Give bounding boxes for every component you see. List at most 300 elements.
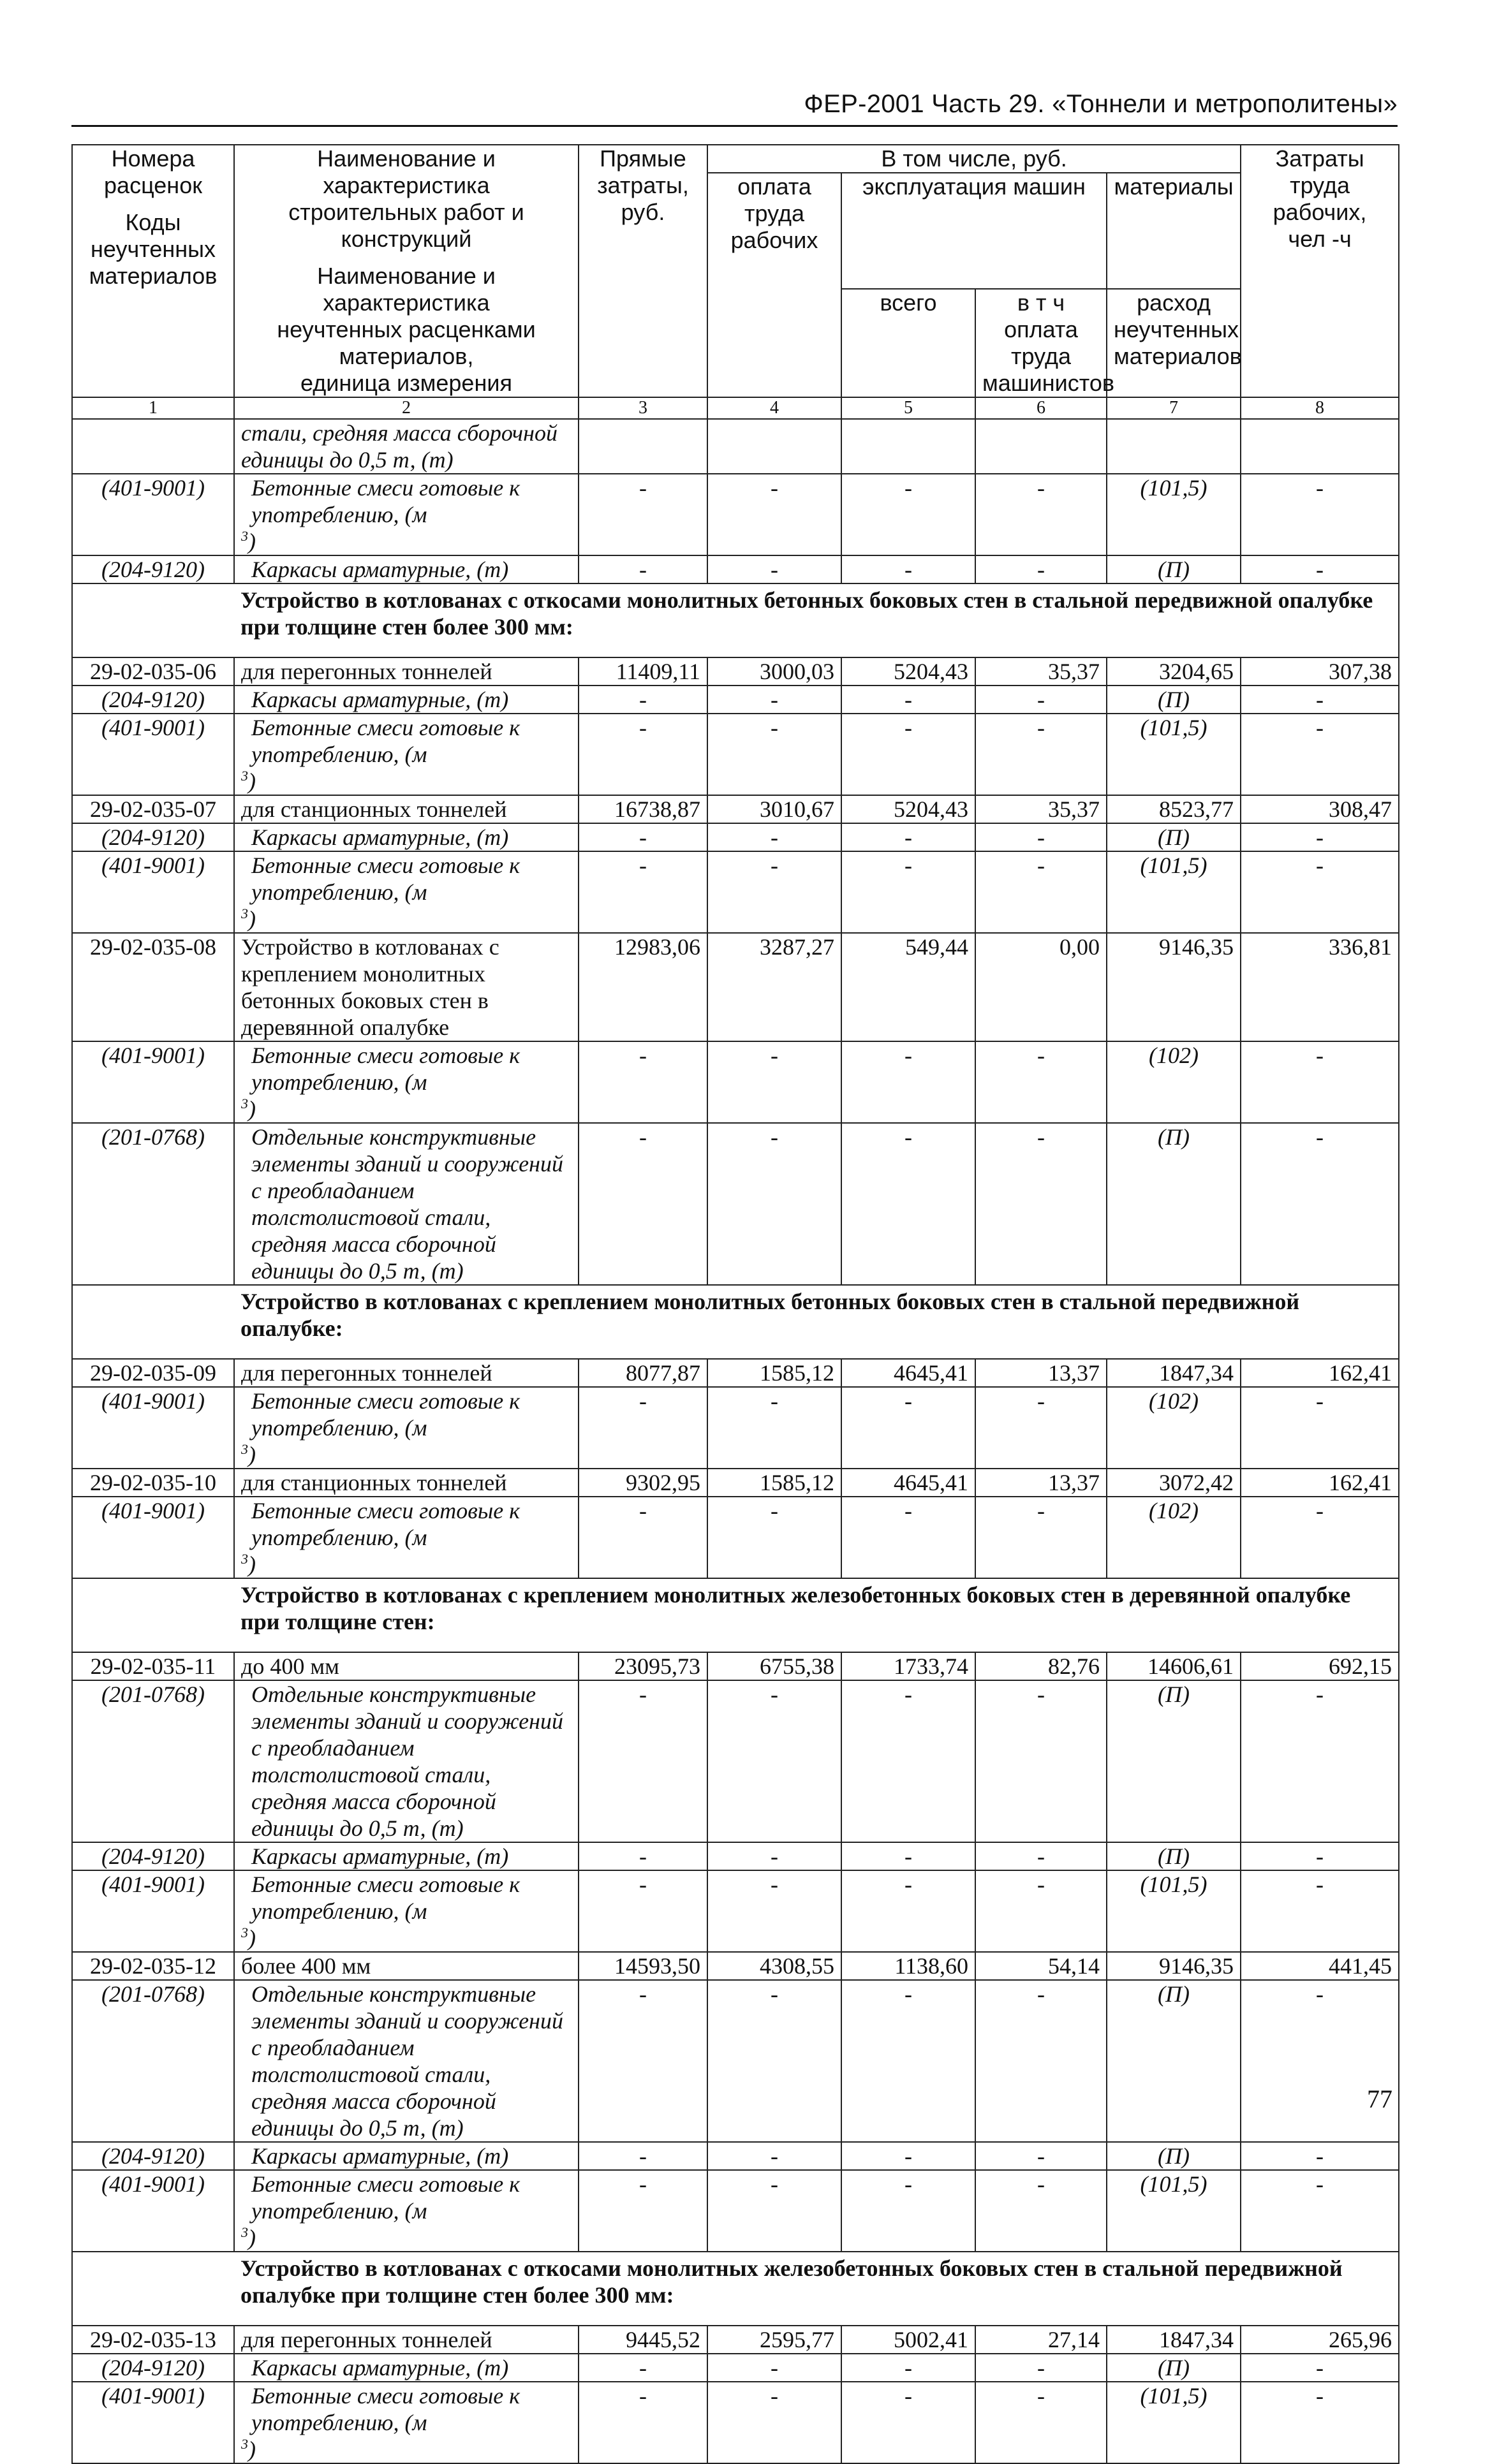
labor-wage: 3000,03 (707, 657, 841, 686)
unit-close: ) (248, 1925, 256, 1951)
operator-wage: 35,37 (975, 657, 1107, 686)
labor-wage: - (707, 2354, 841, 2382)
machine-total: - (841, 555, 975, 583)
material-consumption: (102) (1107, 1497, 1241, 1578)
material-code: (401-9001) (72, 714, 234, 795)
material-row (72, 686, 1399, 714)
name-text: Отдельные конструктивные элементы зданий и сооружений с преобладанием толстолистовой стали, средняя масса сборочной единицы до 0,5 т, (т) (251, 1124, 564, 1284)
material-row (72, 714, 1399, 795)
name-text: Устройство в котлованах с креплением монолитных бетонных боковых стен в деревянной опалубке (241, 934, 499, 1040)
rate-code: 29-02-035-07 (72, 795, 234, 823)
labor-wage: - (707, 474, 841, 555)
material-row (72, 555, 1399, 583)
material-code: (204-9120) (72, 2142, 234, 2170)
material-consumption: 8523,77 (1107, 795, 1241, 823)
operator-wage: - (975, 686, 1107, 714)
direct-cost: - (579, 1041, 707, 1123)
name-text: Бетонные смеси готовые к употреблению, (м (251, 853, 520, 905)
material-name (234, 2382, 579, 2463)
unit-superscript: 3 (241, 1096, 248, 1111)
material-code: (401-9001) (72, 851, 234, 933)
material-consumption: 1847,34 (1107, 1359, 1241, 1387)
work-name (234, 1952, 579, 1980)
labor-hours: 162,41 (1241, 1469, 1399, 1497)
section-spacer (72, 1285, 234, 1359)
material-consumption: 3072,42 (1107, 1469, 1241, 1497)
labor-hours: 692,15 (1241, 1652, 1399, 1680)
name-text: более 400 мм (241, 1953, 371, 1979)
labor-wage: - (707, 2142, 841, 2170)
direct-cost: 8077,87 (579, 1359, 707, 1387)
name-text: для станционных тоннелей (241, 1470, 507, 1495)
name-text: до 400 мм (241, 1654, 339, 1679)
machine-total: 1138,60 (841, 1952, 975, 1980)
machine-total: - (841, 1680, 975, 1842)
header-line: материалов (89, 263, 218, 289)
material-row (72, 1497, 1399, 1578)
labor-wage: 3010,67 (707, 795, 841, 823)
unit-close: ) (248, 529, 256, 554)
direct-cost: 23095,73 (579, 1652, 707, 1680)
material-name (234, 1387, 579, 1469)
name-text: Каркасы арматурные, (т) (251, 1844, 509, 1869)
material-name (234, 474, 579, 555)
material-code: (401-9001) (72, 2382, 234, 2463)
work-name (234, 657, 579, 686)
labor-hours: - (1241, 686, 1399, 714)
section-heading: Устройство в котлованах с креплением монолитных железобетонных боковых стен в деревянной опалубке при толщине стен: (234, 1578, 1399, 1652)
direct-cost: 11409,11 (579, 657, 707, 686)
material-name (234, 2170, 579, 2252)
direct-cost: - (579, 1870, 707, 1952)
material-consumption: (101,5) (1107, 714, 1241, 795)
material-row (72, 1041, 1399, 1123)
material-consumption: (П) (1107, 1123, 1241, 1285)
header-col-1 (72, 145, 234, 397)
material-consumption: (П) (1107, 555, 1241, 583)
header-line: оплата (737, 173, 811, 200)
material-name (234, 1842, 579, 1870)
machine-total (841, 419, 975, 474)
material-name (234, 555, 579, 583)
labor-hours: - (1241, 823, 1399, 851)
header-line: единица измерения (300, 370, 512, 396)
header-line: неучтенных (91, 236, 216, 262)
labor-hours: - (1241, 1680, 1399, 1842)
material-row (72, 2170, 1399, 2252)
name-text: Бетонные смеси готовые к употреблению, (м (251, 475, 520, 527)
labor-wage: 3287,27 (707, 933, 841, 1041)
direct-cost: 9302,95 (579, 1469, 707, 1497)
machine-total: - (841, 2170, 975, 2252)
header-line: рабочих, (1273, 199, 1367, 225)
col-number: 7 (1107, 397, 1241, 419)
material-name (234, 1497, 579, 1578)
name-text: для перегонных тоннелей (241, 659, 492, 684)
labor-wage: 2595,77 (707, 2326, 841, 2354)
header-col-5: всего (841, 289, 975, 397)
unit-superscript: 3 (241, 1441, 248, 1457)
operator-wage: - (975, 1842, 1107, 1870)
rate-code: 29-02-035-08 (72, 933, 234, 1041)
rate-row (72, 1952, 1399, 1980)
direct-cost: - (579, 2354, 707, 2382)
operator-wage: 35,37 (975, 795, 1107, 823)
material-code: (204-9120) (72, 823, 234, 851)
material-consumption: (П) (1107, 2354, 1241, 2382)
machine-total: - (841, 823, 975, 851)
table-body (72, 419, 1399, 2463)
name-text: для перегонных тоннелей (241, 2327, 492, 2352)
operator-wage: 13,37 (975, 1359, 1107, 1387)
work-name (234, 1469, 579, 1497)
rate-row (72, 657, 1399, 686)
labor-hours: 307,38 (1241, 657, 1399, 686)
machine-total: - (841, 1123, 975, 1285)
material-consumption: (П) (1107, 1980, 1241, 2142)
machine-total: - (841, 474, 975, 555)
unit-close: ) (248, 906, 256, 932)
material-code: (201-0768) (72, 1980, 234, 2142)
rate-code: 29-02-035-13 (72, 2326, 234, 2354)
material-consumption: (101,5) (1107, 2382, 1241, 2463)
material-code: (204-9120) (72, 1842, 234, 1870)
col-number: 8 (1241, 397, 1399, 419)
material-name (234, 714, 579, 795)
header-line: неучтенных (1114, 316, 1239, 342)
machine-total: - (841, 714, 975, 795)
labor-wage: - (707, 851, 841, 933)
material-consumption: (П) (1107, 1842, 1241, 1870)
unit-superscript: 3 (241, 768, 248, 784)
direct-cost: - (579, 1387, 707, 1469)
operator-wage: - (975, 2354, 1107, 2382)
material-code: (201-0768) (72, 1123, 234, 1285)
material-consumption: 1847,34 (1107, 2326, 1241, 2354)
header-line: чел -ч (1288, 226, 1352, 252)
machine-total: - (841, 1870, 975, 1952)
direct-cost: - (579, 2382, 707, 2463)
labor-hours: - (1241, 1870, 1399, 1952)
labor-wage: - (707, 1870, 841, 1952)
operator-wage: - (975, 1980, 1107, 2142)
material-name (234, 1123, 579, 1285)
unit-close: ) (248, 768, 256, 794)
labor-hours: - (1241, 2354, 1399, 2382)
labor-wage: - (707, 1041, 841, 1123)
direct-cost: 16738,87 (579, 795, 707, 823)
unit-superscript: 3 (241, 528, 248, 544)
material-row (72, 823, 1399, 851)
header-line: строительных работ и конструкций (288, 199, 524, 252)
unit-superscript: 3 (241, 1925, 248, 1940)
direct-cost: - (579, 2142, 707, 2170)
rate-row (72, 2326, 1399, 2354)
running-header (71, 88, 1398, 127)
material-name (234, 686, 579, 714)
machine-total: 5002,41 (841, 2326, 975, 2354)
material-consumption: (П) (1107, 686, 1241, 714)
machine-total: 5204,43 (841, 795, 975, 823)
labor-hours: - (1241, 1980, 1399, 2142)
header-col-4 (707, 173, 841, 397)
rate-row (72, 1359, 1399, 1387)
material-consumption: 3204,65 (1107, 657, 1241, 686)
material-consumption: (102) (1107, 1041, 1241, 1123)
header-line: затраты, (597, 172, 689, 198)
material-consumption: (П) (1107, 823, 1241, 851)
material-row (72, 1842, 1399, 1870)
direct-cost: 14593,50 (579, 1952, 707, 1980)
material-code: (204-9120) (72, 686, 234, 714)
header-line: Прямые (600, 145, 686, 172)
material-name (234, 2354, 579, 2382)
operator-wage: 0,00 (975, 933, 1107, 1041)
header-col-7 (1107, 289, 1241, 397)
section-spacer (72, 2252, 234, 2326)
labor-hours: - (1241, 851, 1399, 933)
section-heading-row (72, 1578, 1399, 1652)
machine-total: - (841, 1387, 975, 1469)
header-materials: материалы (1107, 173, 1241, 289)
header-col-3 (579, 145, 707, 397)
direct-cost: - (579, 1842, 707, 1870)
name-text: Отдельные конструктивные элементы зданий и сооружений с преобладанием толстолистовой стали, средняя масса сборочной единицы до 0,5 т, (т) (251, 1981, 564, 2141)
work-name (234, 2326, 579, 2354)
header-machines: эксплуатация машин (841, 173, 1107, 289)
page-number: 77 (1367, 2085, 1392, 2113)
header-line: Наименование и характеристика (317, 263, 496, 316)
name-text: Каркасы арматурные, (т) (251, 557, 509, 582)
labor-wage: - (707, 1680, 841, 1842)
name-text: стали, средняя масса сборочной единицы до 0,5 т, (т) (241, 420, 557, 473)
unit-superscript: 3 (241, 2436, 248, 2452)
machine-total: 4645,41 (841, 1359, 975, 1387)
machine-total: 1733,74 (841, 1652, 975, 1680)
col-number: 1 (72, 397, 234, 419)
direct-cost: - (579, 1680, 707, 1842)
material-code: (204-9120) (72, 2354, 234, 2382)
header-group: В том числе, руб. (707, 145, 1241, 173)
material-consumption (1107, 419, 1241, 474)
material-code: (401-9001) (72, 1387, 234, 1469)
machine-total: 5204,43 (841, 657, 975, 686)
name-text: Каркасы арматурные, (т) (251, 2355, 509, 2380)
operator-wage (975, 419, 1107, 474)
header-col-8 (1241, 145, 1399, 397)
labor-hours: 441,45 (1241, 1952, 1399, 1980)
operator-wage: 82,76 (975, 1652, 1107, 1680)
machine-total: - (841, 1497, 975, 1578)
labor-wage: - (707, 555, 841, 583)
operator-wage: - (975, 1497, 1107, 1578)
machine-total: - (841, 2354, 975, 2382)
material-consumption: 9146,35 (1107, 933, 1241, 1041)
labor-hours: - (1241, 555, 1399, 583)
direct-cost: 12983,06 (579, 933, 707, 1041)
operator-wage: - (975, 2170, 1107, 2252)
labor-hours (1241, 419, 1399, 474)
direct-cost (579, 419, 707, 474)
header-line: неучтенных расценками материалов, (277, 316, 536, 369)
column-numbers-row (72, 397, 1399, 419)
col-number: 2 (234, 397, 579, 419)
material-consumption: 14606,61 (1107, 1652, 1241, 1680)
machine-total: - (841, 1041, 975, 1123)
labor-wage: - (707, 1842, 841, 1870)
material-name (234, 419, 579, 474)
name-text: для станционных тоннелей (241, 796, 507, 822)
header-line: Затраты (1275, 145, 1364, 172)
unit-close: ) (248, 1442, 256, 1467)
table-header (72, 145, 1399, 419)
col-number: 3 (579, 397, 707, 419)
operator-wage: - (975, 851, 1107, 933)
machine-total: - (841, 2142, 975, 2170)
operator-wage: 54,14 (975, 1952, 1107, 1980)
labor-wage: - (707, 686, 841, 714)
labor-hours: - (1241, 2382, 1399, 2463)
direct-cost: - (579, 714, 707, 795)
name-text: Бетонные смеси готовые к употреблению, (м (251, 2171, 520, 2224)
col-number: 5 (841, 397, 975, 419)
material-code (72, 419, 234, 474)
header-line: оплата (1004, 316, 1078, 342)
material-row (72, 851, 1399, 933)
operator-wage: - (975, 1387, 1107, 1469)
section-spacer (72, 583, 234, 657)
machine-total: 549,44 (841, 933, 975, 1041)
labor-hours: - (1241, 474, 1399, 555)
material-row (72, 1980, 1399, 2142)
header-line: в т ч (1017, 290, 1065, 316)
material-name (234, 823, 579, 851)
rates-table (71, 144, 1399, 2464)
direct-cost: - (579, 823, 707, 851)
unit-superscript: 3 (241, 906, 248, 921)
header-line: расход (1137, 290, 1211, 316)
material-consumption: 9146,35 (1107, 1952, 1241, 1980)
labor-hours: - (1241, 1387, 1399, 1469)
header-line: Номера (111, 145, 195, 172)
material-row (72, 1680, 1399, 1842)
name-text: Бетонные смеси готовые к употреблению, (м (251, 1388, 520, 1441)
work-name (234, 933, 579, 1041)
section-heading-row (72, 1285, 1399, 1359)
direct-cost: - (579, 1123, 707, 1285)
rate-code: 29-02-035-10 (72, 1469, 234, 1497)
material-code: (401-9001) (72, 1041, 234, 1123)
material-row (72, 1123, 1399, 1285)
direct-cost: - (579, 1497, 707, 1578)
rate-code: 29-02-035-12 (72, 1952, 234, 1980)
header-line: рабочих (730, 227, 818, 253)
unit-close: ) (248, 2225, 256, 2250)
name-text: Каркасы арматурные, (т) (251, 825, 509, 850)
unit-superscript: 3 (241, 1551, 248, 1567)
labor-hours: - (1241, 714, 1399, 795)
header-line: Наименование и характеристика (317, 145, 496, 198)
section-heading: Устройство в котлованах с откосами монолитных железобетонных боковых стен в стальной передвижной опалубке при толщине стен более 300 мм: (234, 2252, 1399, 2326)
section-heading: Устройство в котлованах с креплением монолитных бетонных боковых стен в стальной передвижной опалубке: (234, 1285, 1399, 1359)
operator-wage: - (975, 1870, 1107, 1952)
labor-wage: 1585,12 (707, 1359, 841, 1387)
operator-wage: - (975, 474, 1107, 555)
labor-wage: 4308,55 (707, 1952, 841, 1980)
material-consumption: (101,5) (1107, 474, 1241, 555)
unit-close: ) (248, 1551, 256, 1577)
name-text: Бетонные смеси готовые к употреблению, (м (251, 715, 520, 767)
material-row (72, 2354, 1399, 2382)
machine-total: - (841, 686, 975, 714)
labor-wage (707, 419, 841, 474)
material-code: (401-9001) (72, 474, 234, 555)
rate-code: 29-02-035-06 (72, 657, 234, 686)
machine-total: - (841, 1842, 975, 1870)
material-consumption: (П) (1107, 1680, 1241, 1842)
material-name (234, 851, 579, 933)
material-consumption: (102) (1107, 1387, 1241, 1469)
document-title: ФЕР-2001 Часть 29. «Тоннели и метрополитены» (804, 90, 1398, 118)
direct-cost: 9445,52 (579, 2326, 707, 2354)
material-consumption: (П) (1107, 2142, 1241, 2170)
rate-row (72, 933, 1399, 1041)
name-text: Бетонные смеси готовые к употреблению, (м (251, 2383, 520, 2435)
direct-cost: - (579, 1980, 707, 2142)
machine-total: - (841, 1980, 975, 2142)
labor-hours: - (1241, 1497, 1399, 1578)
material-consumption: (101,5) (1107, 1870, 1241, 1952)
material-row (72, 419, 1399, 474)
direct-cost: - (579, 555, 707, 583)
col-number: 6 (975, 397, 1107, 419)
operator-wage: - (975, 1123, 1107, 1285)
name-text: Каркасы арматурные, (т) (251, 687, 509, 712)
unit-close: ) (248, 1096, 256, 1122)
labor-wage: - (707, 714, 841, 795)
material-code: (401-9001) (72, 1870, 234, 1952)
direct-cost: - (579, 474, 707, 555)
labor-wage: - (707, 2382, 841, 2463)
labor-hours: 308,47 (1241, 795, 1399, 823)
header-line: материалов (1114, 343, 1242, 369)
material-row (72, 1387, 1399, 1469)
operator-wage: - (975, 2382, 1107, 2463)
labor-hours: - (1241, 2142, 1399, 2170)
material-code: (401-9001) (72, 2170, 234, 2252)
header-line: труда (744, 200, 804, 226)
material-name (234, 1870, 579, 1952)
labor-wage: 6755,38 (707, 1652, 841, 1680)
header-line: труда (1290, 172, 1350, 198)
header-line: Коды (125, 209, 181, 235)
name-text: Бетонные смеси готовые к употреблению, (м (251, 1043, 520, 1095)
operator-wage: - (975, 1680, 1107, 1842)
material-row (72, 2142, 1399, 2170)
labor-wage: - (707, 1497, 841, 1578)
work-name (234, 1359, 579, 1387)
material-code: (201-0768) (72, 1680, 234, 1842)
section-heading-row (72, 583, 1399, 657)
machine-total: - (841, 2382, 975, 2463)
material-consumption: (101,5) (1107, 851, 1241, 933)
header-line: расценок (104, 172, 202, 198)
material-code: (401-9001) (72, 1497, 234, 1578)
operator-wage: 27,14 (975, 2326, 1107, 2354)
operator-wage: 13,37 (975, 1469, 1107, 1497)
name-text: Бетонные смеси готовые к употреблению, (м (251, 1872, 520, 1924)
labor-wage: - (707, 1980, 841, 2142)
